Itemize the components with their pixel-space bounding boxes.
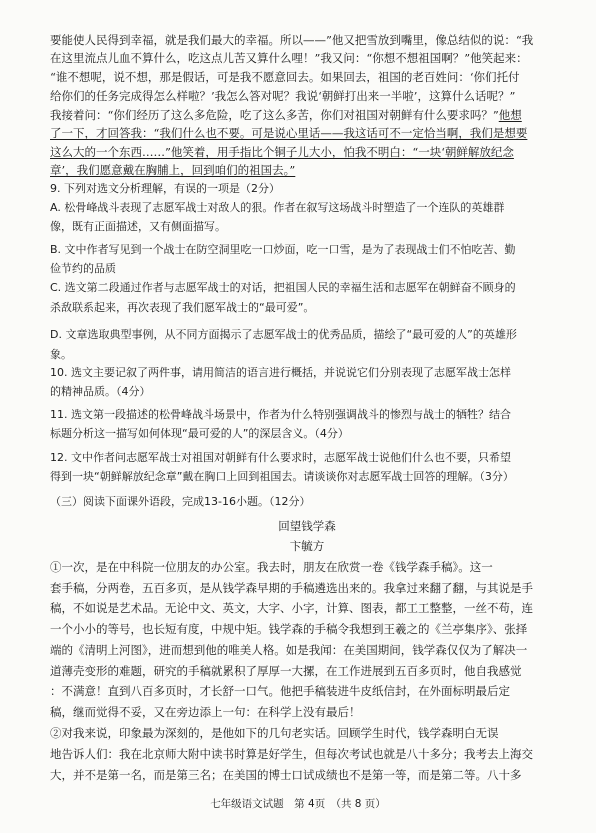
- passage-line-with-underline: [50, 107, 522, 123]
- passage-line: 要能使人民得到幸福，就是我们最大的幸福。所以——”他又把雪放到嘴里，像总结似的说：“我: [50, 33, 534, 47]
- question-10-cont: 的精神品质。（4分）: [50, 385, 151, 398]
- question-10: 10. 选文主要记叙了两件事，请用简洁的语言进行概括，并说说它们分别表现了志愿军战士怎样: [50, 366, 511, 379]
- underlined-passage-line: 了一下，才回答我：“我们什么也不要。可是说心里话——我这话可不一定恰当啊，我们是想要: [50, 126, 528, 140]
- question-9-stem: 9. 下列对选文分析理解，有误的一项是（2分）: [50, 182, 280, 195]
- article-author: 卞毓方: [289, 539, 325, 553]
- article-line: 稿，继而觉得不妥，又在旁边添上一句：在科学上没有最后！: [50, 705, 361, 719]
- article-line: 端的《清明上河图》，进而想到他的唯美人格。如是我闻：在美国期间，钱学森仅仅为了解决一: [50, 643, 528, 657]
- question-11: 11. 选文第一段描述的松骨峰战斗场景中，作者为什么特别强调战斗的惨烈与战士的牺牲？结合: [50, 408, 511, 421]
- article-line: ：不满意！直到八百多页时，才长舒一口气。他把手稿装进牛皮纸信封，在外面标明最后定: [50, 684, 510, 698]
- underlined-passage-line: 这么大的一个东西……”他笑着，用手指比个铜子儿大小，怕我不明白：“一块‘朝鲜解放纪念: [50, 145, 514, 159]
- question-12: 12. 文中作者问志愿军战士对祖国对朝鲜有什么要求时，志愿军战士说他们什么也不要，只希望: [50, 451, 511, 464]
- article-line: ②对我来说，印象最为深刻的，是他如下的几句老实话。回顾学生时代，钱学森明白无误: [50, 726, 499, 740]
- article-line: 稿，不如说是艺术品。无论中文、英文，大字、小字，计算、图表，都工工整整，一丝不苟，连: [50, 601, 533, 615]
- passage-line: 给你们的任务完成得怎么样啦？’我怎么答对呢？我说‘朝鲜打出来一半啦’，这算什么话呢？”: [50, 89, 516, 103]
- question-12-cont: 得到一块“朝鲜解放纪念章”戴在胸口上回到祖国去。请谈谈你对志愿军战士回答的理解。（3分）: [50, 470, 514, 483]
- option-b-cont: 俭节约的品质: [50, 262, 116, 275]
- option-c-cont: 杀敌联系起来，再次表现了我们愿军战士的“最可爱”。: [50, 301, 315, 314]
- passage-line: 在这里流点儿血不算什么，吃这点儿苦又算什么哩！”我又问：“你想不想祖国啊？”他笑起来：: [50, 51, 528, 65]
- option-b: B. 文中作者写见到一个战士在防空洞里吃一口炒面，吃一口雪，是为了表现战士们不怕吃苦、勤: [50, 243, 516, 256]
- article-line: 道薄壳变形的难题，研究的手稿就累积了厚厚一大摞，在工作进展到五百多页时，他自我感觉: [50, 664, 522, 678]
- question-11-cont: 标题分析这一描写如何体现“最可爱的人”的深层含义。（4分）: [50, 427, 349, 440]
- article-line: 大，并不是第一名，而是第三名；在美国的博士口试成绩也不是第一等，而是第二等。八十多: [50, 768, 522, 782]
- article-line: ①一次，是在中科院一位朋友的办公室。我去时，朋友在欣赏一卷《钱学森手稿》。这一: [50, 560, 493, 574]
- option-d-cont: 象。: [50, 348, 72, 361]
- passage-line: “谁不想呢，说不想，那是假话，可是我不愿意回去。如果回去，祖国的老百姓问：‘你们托付: [50, 70, 520, 84]
- underlined-text: 他想: [498, 108, 522, 122]
- option-a: A. 松骨峰战斗表现了志愿军战士对敌人的狠。作者在叙写这场战斗时塑造了一个连队的英雄群: [50, 201, 505, 214]
- passage-text: 我接着问：“你们经历了这么多危险，吃了这么多苦，你们对祖国对朝鲜有什么要求吗？”: [50, 108, 499, 122]
- page-footer: 七年级语文试题 第 4页 （共 8 页）: [210, 798, 386, 810]
- article-line: 地告诉人们：我在北京师大附中读书时算是好学生，但每次考试也就是八十多分；我考去上海交: [50, 747, 533, 761]
- option-a-cont: 像，既有正面描述，又有侧面描写。: [50, 220, 226, 233]
- option-d: D. 文章选取典型事例，从不同方面揭示了志愿军战士的优秀品质，描绘了“最可爱的人”的英雄形: [50, 328, 517, 341]
- article-line: 套手稿，分两卷，五百多页，是从钱学森早期的手稿遴选出来的。我拿过来翻了翻，与其说是手: [50, 581, 533, 595]
- option-c: C. 选文第二段通过作者与志愿军战士的对话，把祖国人民的幸福生活和志愿军在朝鲜奋不顾身的: [50, 281, 516, 294]
- article-line: 一个小小的等号，也长短有度，中规中矩。钱学森的手稿令我想到王羲之的《兰亭集序》、张择: [50, 622, 528, 636]
- underlined-passage-line: 章’，我们愿意戴在胸脯上，回到咱们的祖国去。”: [50, 163, 296, 177]
- section-heading: （三）阅读下面课外语段，完成13-16小题。（12分）: [50, 495, 311, 508]
- article-title: 回望钱学森: [278, 519, 336, 533]
